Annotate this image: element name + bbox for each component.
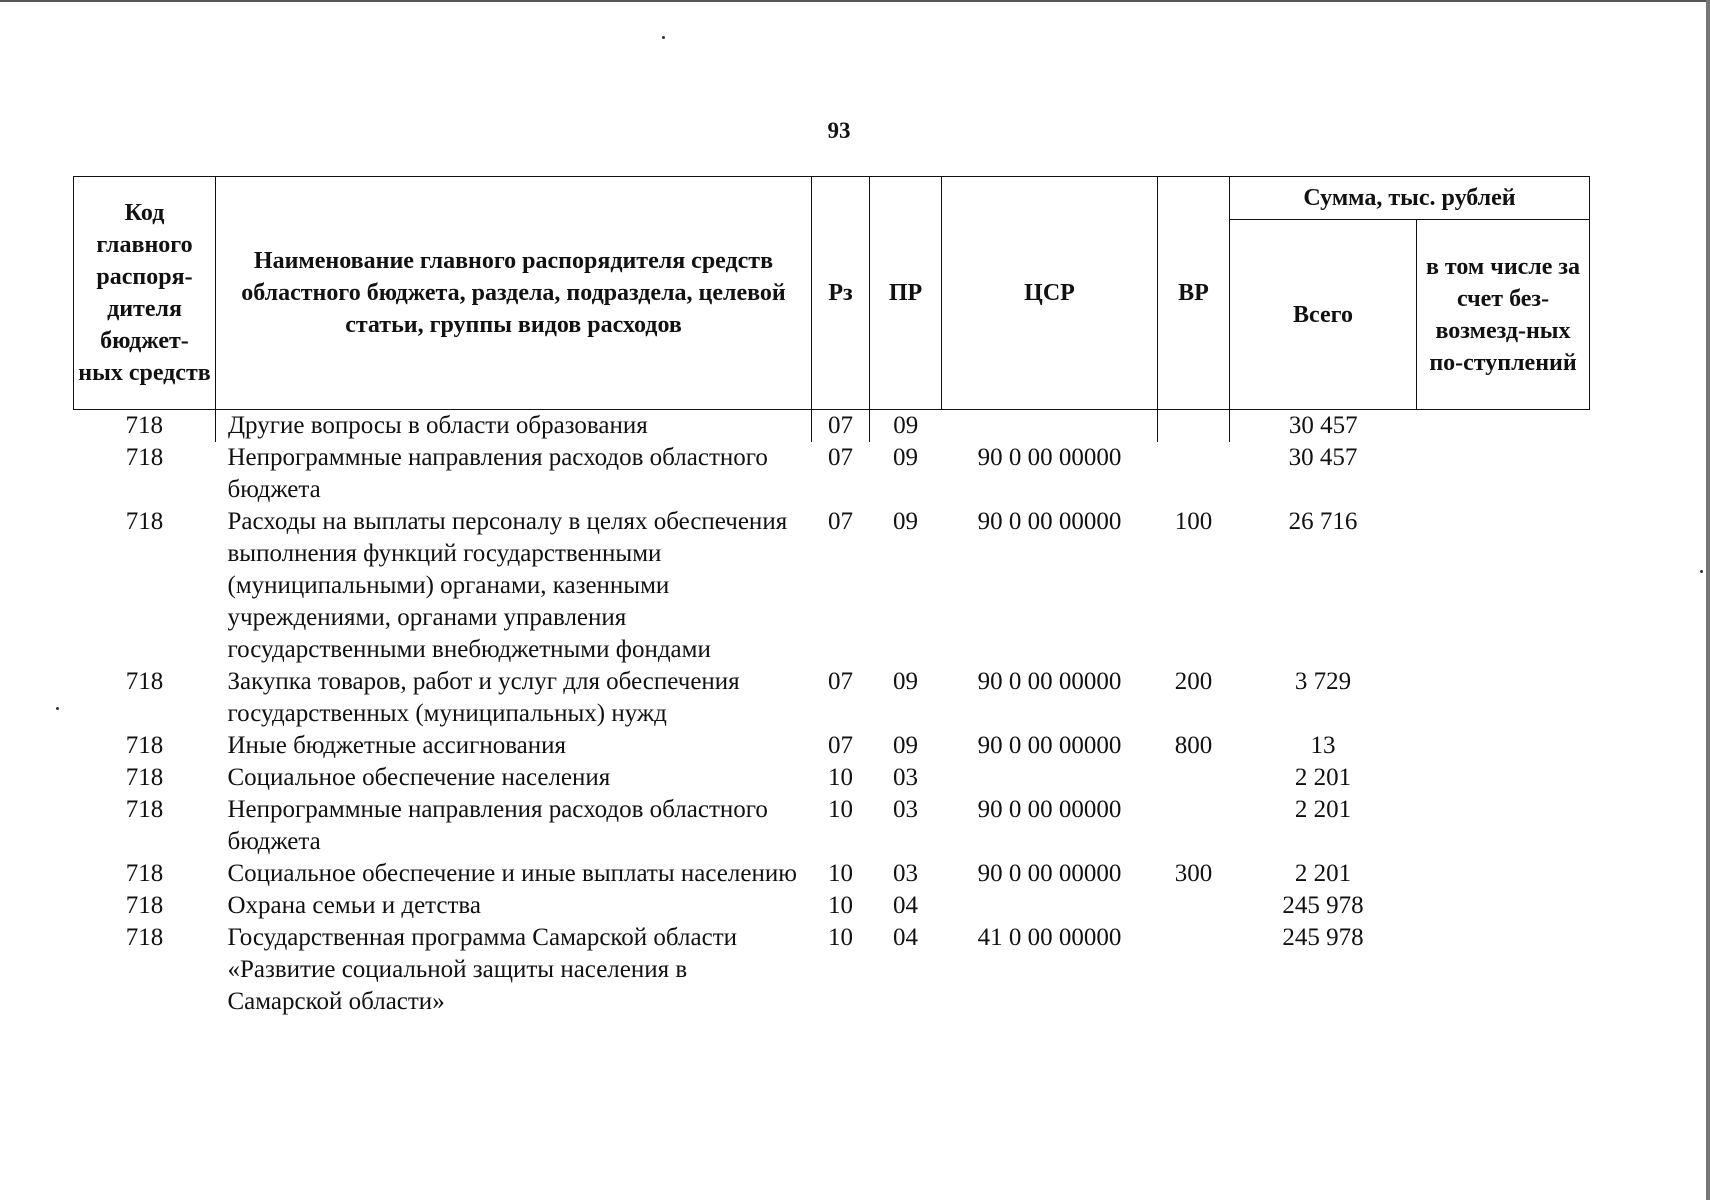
cell-total: 245 978 bbox=[1282, 924, 1364, 951]
header-rz: Рз bbox=[812, 177, 870, 410]
table-row bbox=[74, 922, 1590, 1018]
table-row bbox=[74, 442, 1590, 506]
cell-name: Социальное обеспечение населения bbox=[227, 764, 611, 791]
cell-total: 2 201 bbox=[1294, 860, 1352, 887]
cell-code: 718 bbox=[125, 764, 164, 791]
cell-name: Государственная программа Самарской области «Развитие социальной защиты населения в Самарской области» bbox=[227, 924, 737, 1015]
scan-edge-right bbox=[1706, 0, 1710, 1200]
scan-edge-top bbox=[0, 0, 1710, 2]
cell-csr: 90 0 00 00000 bbox=[977, 668, 1122, 695]
cell-rz: 07 bbox=[828, 668, 853, 695]
cell-name: Закупка товаров, работ и услуг для обеспечения государственных (муниципальных) нужд bbox=[227, 668, 740, 727]
cell-csr: 41 0 00 00000 bbox=[977, 924, 1122, 951]
cell-code: 718 bbox=[125, 508, 164, 535]
header-csr: ЦСР bbox=[942, 177, 1158, 410]
budget-table bbox=[73, 176, 1590, 1018]
cell-free bbox=[1417, 506, 1590, 666]
cell-pr: 04 bbox=[893, 924, 918, 951]
cell-total: 26 716 bbox=[1288, 508, 1358, 535]
scan-speck bbox=[1700, 570, 1703, 573]
cell-vr bbox=[1158, 442, 1230, 506]
cell-pr: 03 bbox=[893, 796, 918, 823]
cell-name: Непрограммные направления расходов областного бюджета bbox=[227, 796, 768, 855]
cell-free bbox=[1417, 666, 1590, 730]
table-row bbox=[74, 506, 1590, 666]
cell-code: 718 bbox=[125, 412, 163, 439]
header-total: Всего bbox=[1230, 220, 1417, 410]
cell-csr: 90 0 00 00000 bbox=[977, 732, 1122, 759]
cell-total: 245 978 bbox=[1282, 892, 1364, 919]
header-code: Код главного распоря-дителя бюджет-ных средств bbox=[74, 177, 216, 410]
cell-csr: 90 0 00 00000 bbox=[977, 444, 1122, 471]
header-name: Наименование главного распорядителя средств областного бюджета, раздела, подраздела, целевой статьи, группы видов расходов bbox=[216, 177, 812, 410]
table-body bbox=[74, 410, 1590, 1019]
cell-total: 30 457 bbox=[1230, 410, 1417, 443]
cell-pr: 03 bbox=[893, 764, 918, 791]
cell-free bbox=[1417, 794, 1590, 858]
cell-vr bbox=[1158, 922, 1230, 1018]
cell-code: 718 bbox=[125, 732, 164, 759]
cell-code: 718 bbox=[125, 892, 164, 919]
header-free: в том числе за счет без-возмезд-ных по-ступлений bbox=[1417, 220, 1590, 410]
cell-vr: 100 bbox=[1174, 508, 1213, 535]
cell-free bbox=[1417, 410, 1590, 443]
cell-total: 3 729 bbox=[1294, 668, 1352, 695]
cell-free bbox=[1417, 762, 1590, 794]
cell-rz: 10 bbox=[828, 796, 853, 823]
header-pr: ПР bbox=[870, 177, 942, 410]
cell-rz: 07 bbox=[828, 508, 853, 535]
table-row bbox=[74, 794, 1590, 858]
table-header bbox=[74, 177, 1590, 410]
cell-total: 13 bbox=[1310, 732, 1336, 759]
cell-code: 718 bbox=[125, 668, 164, 695]
cell-pr: 09 bbox=[870, 410, 942, 443]
cell-rz: 10 bbox=[828, 892, 853, 919]
cell-vr: 200 bbox=[1174, 668, 1213, 695]
cell-name: Социальное обеспечение и иные выплаты населению bbox=[227, 860, 797, 887]
cell-free bbox=[1417, 858, 1590, 890]
cell-vr bbox=[1158, 890, 1230, 922]
scan-speck bbox=[662, 36, 665, 39]
cell-pr: 09 bbox=[893, 444, 918, 471]
cell-rz: 07 bbox=[828, 444, 853, 471]
table-row bbox=[74, 410, 1590, 443]
cell-code: 718 bbox=[125, 444, 164, 471]
table-row bbox=[74, 762, 1590, 794]
cell-pr: 03 bbox=[893, 860, 918, 887]
cell-pr: 09 bbox=[893, 668, 918, 695]
header-sum: Сумма, тыс. рублей bbox=[1230, 177, 1590, 220]
cell-pr: 04 bbox=[893, 892, 918, 919]
cell-code: 718 bbox=[125, 796, 164, 823]
cell-free bbox=[1417, 442, 1590, 506]
cell-csr: 90 0 00 00000 bbox=[977, 508, 1122, 535]
cell-pr: 09 bbox=[893, 732, 918, 759]
cell-vr: 300 bbox=[1174, 860, 1213, 887]
cell-name: Охрана семьи и детства bbox=[227, 892, 481, 919]
table-row bbox=[74, 730, 1590, 762]
cell-vr bbox=[1158, 762, 1230, 794]
cell-total: 2 201 bbox=[1294, 796, 1352, 823]
cell-csr: 90 0 00 00000 bbox=[977, 796, 1122, 823]
cell-name: Другие вопросы в области образования bbox=[216, 410, 812, 443]
cell-name: Непрограммные направления расходов областного бюджета bbox=[227, 444, 768, 503]
cell-code: 718 bbox=[125, 924, 164, 951]
cell-free bbox=[1417, 890, 1590, 922]
cell-rz: 07 bbox=[812, 410, 870, 443]
cell-name: Расходы на выплаты персоналу в целях обеспечения выполнения функций государственными (муниципальными) органами, казенными учреждениями, органами управления государственными внебюджетными фондами bbox=[227, 508, 788, 663]
cell-csr: 90 0 00 00000 bbox=[977, 860, 1122, 887]
cell-rz: 10 bbox=[828, 764, 853, 791]
cell-rz: 07 bbox=[828, 732, 853, 759]
table-row bbox=[74, 858, 1590, 890]
cell-vr bbox=[1158, 410, 1230, 443]
cell-total: 2 201 bbox=[1294, 764, 1352, 791]
cell-code: 718 bbox=[125, 860, 164, 887]
page-number: 93 bbox=[827, 118, 851, 143]
cell-total: 30 457 bbox=[1288, 444, 1358, 471]
cell-vr bbox=[1158, 794, 1230, 858]
header-vr: ВР bbox=[1158, 177, 1230, 410]
table-row bbox=[74, 666, 1590, 730]
cell-name: Иные бюджетные ассигнования bbox=[227, 732, 567, 759]
cell-rz: 10 bbox=[828, 860, 853, 887]
cell-vr: 800 bbox=[1174, 732, 1213, 759]
cell-csr bbox=[942, 410, 1158, 443]
cell-pr: 09 bbox=[893, 508, 918, 535]
cell-csr bbox=[942, 762, 1158, 794]
cell-free bbox=[1417, 730, 1590, 762]
table-row bbox=[74, 890, 1590, 922]
cell-free bbox=[1417, 922, 1590, 1018]
cell-rz: 10 bbox=[828, 924, 853, 951]
scan-speck bbox=[56, 707, 59, 710]
cell-csr bbox=[942, 890, 1158, 922]
